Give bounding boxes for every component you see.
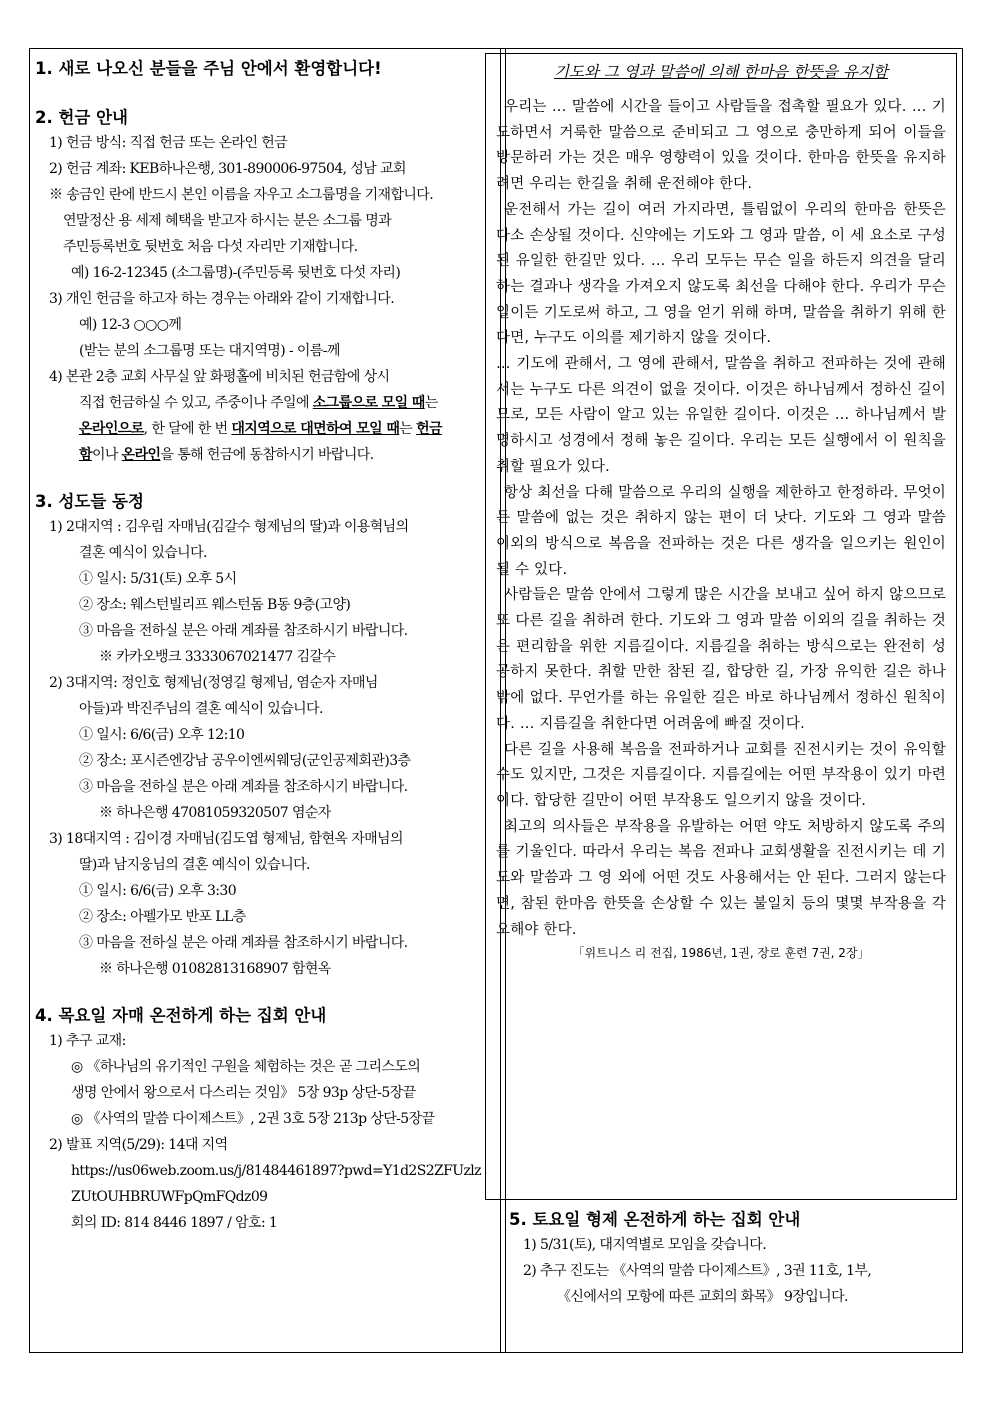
offering-note-2: 연말정산 용 세제 혜택을 받고자 하시는 분은 소그룹 명과 — [63, 213, 392, 229]
zoom-link-2[interactable]: ZUtOUHBRUWFpQmFQdz09 — [71, 1189, 268, 1205]
personal-offering: 3) 개인 헌금을 하고자 하는 경우는 아래와 같이 기재합니다. — [49, 291, 395, 307]
news-1-line-2: 결혼 예식이 있습니다. — [79, 545, 207, 561]
section-5 — [509, 1208, 949, 1310]
article-paragraph-2: 운전해서 가는 길이 여러 가지라면, 틀림없이 우리의 한마음 한뜻은 다소 손상될 것이다. 신약에는 기도와 그 영과 말씀, 이 세 요소로 구성된 유일한 한길만 있다. … 우리 모두는 무슨 일을 하든지 의견을 달리하는 결과나 생각을 가져오지 않도록 최선을 다해야 한다. 우리가 무슨 일이든 기도로써 하고, 그 영을 얻기 위해 하며, 말씀을 취하기 위해 한다면, 누구도 이의를 제기하지 않을 것이다. — [496, 201, 946, 347]
section-1-title: 1. 새로 나오신 분들을 주님 안에서 환영합니다! — [35, 59, 382, 78]
study-material-1b: 생명 안에서 왕으로서 다스리는 것임》 5장 93p 상단-5장끝 — [71, 1085, 416, 1101]
section-5-title: 5. 토요일 형제 온전하게 하는 집회 안내 — [509, 1210, 801, 1229]
article-source: 「위트니스 리 전집, 1986년, 1권, 장로 훈련 7권, 2장」 — [572, 946, 870, 961]
offering-note-3: 주민등록번호 뒷번호 처음 다섯 자리만 기재합니다. — [63, 239, 358, 255]
personal-example: 예) 12-3 ○○○께 — [79, 317, 182, 333]
study-material-1a: ◎ 《하나님의 유기적인 구원을 체험하는 것은 곧 그리스도의 — [71, 1059, 421, 1075]
zoom-link-1[interactable]: https://us06web.zoom.us/j/81484461897?pwd=Y1d2S2ZFUzlz — [71, 1163, 481, 1179]
meeting-id: 회의 ID: 814 8446 1897 / 암호: 1 — [71, 1215, 278, 1231]
news-2-line-2: 아들)과 박진주님의 결혼 예식이 있습니다. — [79, 701, 323, 717]
article-paragraph-4: 항상 최선을 다해 말씀으로 우리의 실행을 제한하고 한정하라. 무엇이든 말씀에 없는 것은 취하지 않는 편이 더 낫다. 기도와 그 영과 말씀 이외의 방식으로 복음을 전파하는 것은 다른 생각을 일으키는 원인이 될 수 있다. — [496, 484, 946, 578]
offering-account: 2) 헌금 계좌: KEB하나은행, 301-890006-97504, 성남 교회 — [49, 161, 406, 177]
offering-method: 1) 헌금 방식: 직접 헌금 또는 온라인 헌금 — [49, 135, 288, 151]
offering-note-1: ※ 송금인 란에 반드시 본인 이름을 자우고 소그룹명을 기재합니다. — [49, 187, 434, 203]
news-2-date: ① 일시: 6/6(금) 오후 12:10 — [79, 727, 245, 743]
study-material-label: 1) 추구 교재: — [49, 1033, 126, 1049]
saturday-study-1: 2) 추구 진도는 《사역의 말씀 다이제스트》, 3권 11호, 1부, — [523, 1263, 872, 1279]
presenting-region: 2) 발표 지역(5/29): 14대 지역 — [49, 1137, 228, 1153]
article-paragraph-3: … 기도에 관해서, 그 영에 관해서, 말씀을 취하고 전파하는 것에 관해서는 누구도 다른 의견이 없을 것이다. 이것은 하나님께서 정하신 길이므로, 모든 사람이 알고 있는 유일한 길이다. 이것은 … 하나님께서 발명하시고 성경에서 정해 놓은 길이다. 우리는 모든 실행에서 이 원칙을 취할 필요가 있다. — [496, 356, 946, 475]
saturday-study-2: 《신에서의 모항에 따른 교회의 화목》 9장입니다. — [557, 1289, 848, 1305]
offering-box-2: 직접 헌금하실 수 있고, 주중이나 주일에 소그룹으로 모일 때는 — [79, 395, 438, 411]
news-3-gift: ③ 마음을 전하실 분은 아래 계좌를 참조하시기 바랍니다. — [79, 935, 408, 951]
offering-box-4: 함이나 온라인을 통해 헌금에 동참하시기 바랍니다. — [79, 447, 374, 463]
news-3-date: ① 일시: 6/6(금) 오후 3:30 — [79, 883, 237, 899]
article-paragraph-1: 우리는 … 말씀에 시간을 들이고 사람들을 접촉할 필요가 있다. … 기도하면서 거룩한 말씀으로 준비되고 그 영으로 충만하게 되어 이들을 방문하러 가는 것은 매우 영향력이 있을 것이다. 한마음 한뜻을 유지하려면 우리는 한길을 취해 운전해야 한다. — [496, 99, 946, 193]
section-2-title: 2. 헌금 안내 — [35, 108, 128, 127]
article-paragraph-7: 최고의 의사들은 부작용을 유발하는 어떤 약도 처방하지 않도록 주의를 기울인다. 따라서 우리는 복음 전파나 교회생활을 진전시키는 데 기도와 말씀과 그 영 외에 어떤 것도 사용해서는 안 된다. 그러지 않는다면, 참된 한마음 한뜻을 손상할 수 있는 불일치 등의 몇몇 부작용을 각오해야 한다. — [496, 818, 946, 938]
saturday-meeting: 1) 5/31(토), 대지역별로 모임을 갖습니다. — [523, 1237, 767, 1253]
news-1-date: ① 일시: 5/31(토) 오후 5시 — [79, 571, 237, 587]
article-body — [486, 85, 956, 943]
study-material-2: ◎ 《사역의 말씀 다이제스트》, 2권 3호 5장 213p 상단-5장끝 — [71, 1111, 435, 1127]
left-column — [35, 57, 493, 1236]
article-box — [485, 53, 957, 1200]
offering-example-1: 예) 16-2-12345 (소그룹명)-(주민등록 뒷번호 다섯 자리) — [71, 265, 401, 281]
news-2-account: ※ 하나은행 47081059320507 염순자 — [99, 805, 331, 821]
news-3-place: ② 장소: 아펠가모 반포 LL층 — [79, 909, 246, 925]
section-4-title: 4. 목요일 자매 온전하게 하는 집회 안내 — [35, 1006, 327, 1025]
news-1-place: ② 장소: 웨스턴빌리프 웨스턴돔 B동 9층(고양) — [79, 597, 351, 613]
section-3-title: 3. 성도들 동정 — [35, 492, 144, 511]
news-1-line-1: 1) 2대지역 : 김우림 자매님(김갈수 형제님의 딸)과 이용혁님의 — [49, 519, 409, 535]
news-3-line-1: 3) 18대지역 : 김이경 자매님(김도엽 형제님, 함현옥 자매님의 — [49, 831, 403, 847]
news-1-gift: ③ 마음을 전하실 분은 아래 계좌를 참조하시기 바랍니다. — [79, 623, 408, 639]
article-paragraph-6: 다른 길을 사용해 복음을 전파하거나 교회를 진전시키는 것이 유익할 수도 있지만, 그것은 지름길이다. 지름길에는 어떤 부작용이 있기 마련이다. 합당한 길만이 어떤 부작용도 일으키지 않을 것이다. — [496, 741, 946, 809]
news-1-account: ※ 카카오뱅크 3333067021477 김갈수 — [99, 649, 336, 665]
article-title: 기도와 그 영과 말씀에 의해 한마음 한뜻을 유지함 — [554, 63, 888, 81]
news-2-place: ② 장소: 포시즌엔강남 공우이엔씨웨딩(군인공제회관)3층 — [79, 753, 411, 769]
offering-box-1: 4) 본관 2층 교회 사무실 앞 화평홀에 비치된 헌금함에 상시 — [49, 369, 390, 385]
news-3-line-2: 딸)과 남지웅님의 결혼 예식이 있습니다. — [79, 857, 310, 873]
news-2-gift: ③ 마음을 전하실 분은 아래 계좌를 참조하시기 바랍니다. — [79, 779, 408, 795]
article-paragraph-5: 사람들은 말씀 안에서 그렇게 많은 시간을 보내고 싶어 하지 않으므로 또 다른 길을 취하려 한다. 기도와 그 영과 말씀 이외의 길을 취하는 것은 편리함을 위한 지름길이다. 지름길을 취하는 방식으로는 완전히 성공하지 못한다. 취할 만한 참된 길, 합당한 길, 가장 유익한 길은 하나밖에 없다. 무언가를 하는 유일한 길은 바로 하나님께서 정하신 원칙이다. … 지름길을 취한다면 어려움에 빠질 것이다. — [496, 587, 946, 732]
offering-box-3: 온라인으로, 한 달에 한 번 대지역으로 대면하여 모일 때는 헌금 — [79, 421, 442, 437]
personal-example-note: (받는 분의 소그룹명 또는 대지역명) - 이름-께 — [79, 343, 340, 359]
news-3-account: ※ 하나은행 01082813168907 함현옥 — [99, 961, 331, 977]
news-2-line-1: 2) 3대지역: 정인호 형제님(정영길 형제님, 염순자 자매님 — [49, 675, 378, 691]
